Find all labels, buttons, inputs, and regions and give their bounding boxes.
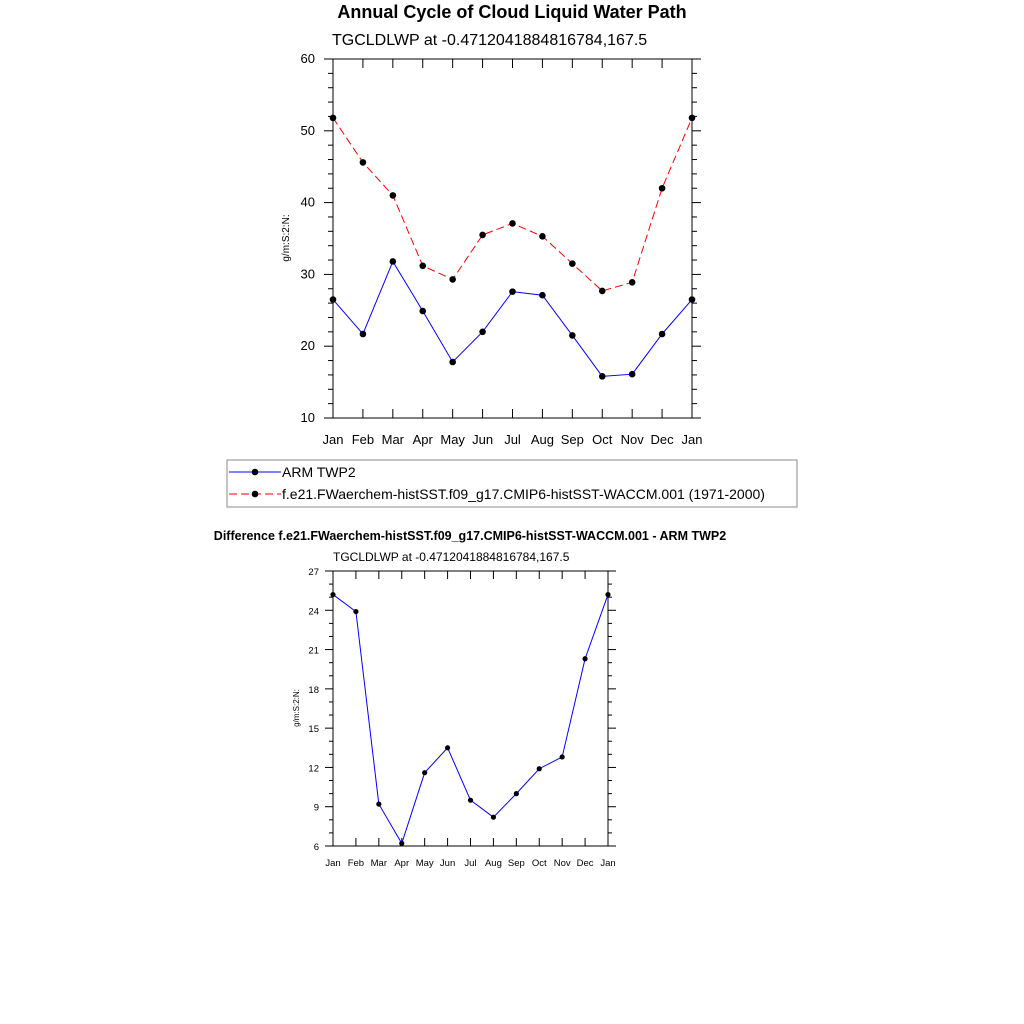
top-y-tick-label: 50	[300, 122, 315, 138]
bottom-series-0-point	[491, 815, 496, 820]
top-series-1-point	[599, 288, 606, 295]
top-x-tick-label: Feb	[351, 432, 375, 447]
top-x-tick-label: Jun	[472, 432, 494, 447]
top-series-1-point	[360, 159, 367, 166]
top-series-0-line	[333, 261, 692, 376]
legend	[227, 460, 797, 507]
top-series-1-point	[479, 232, 486, 239]
legend-label-arm: ARM TWP2	[282, 464, 356, 480]
bottom-x-tick-label: Jun	[439, 858, 456, 869]
bottom-x-tick-label: Jan	[325, 858, 341, 869]
top-series-0-point	[689, 296, 696, 303]
bottom-y-tick-label: 9	[313, 802, 319, 814]
top-chart-subtitle: TGCLDLWP at -0.4712041884816784,167.5	[332, 32, 648, 49]
bottom-series-0-point	[560, 754, 565, 759]
top-series-1-point	[419, 262, 426, 269]
bottom-x-tick-label: Jan	[600, 858, 616, 869]
top-x-tick-label: May	[440, 432, 465, 447]
bottom-series-0-point	[422, 770, 427, 775]
bottom-y-tick-label: 12	[308, 763, 319, 775]
top-series-0-point	[360, 331, 367, 338]
top-x-tick-label: Apr	[412, 432, 433, 447]
bottom-y-tick-label: 6	[313, 842, 319, 853]
top-series-0-point	[419, 308, 426, 315]
top-y-tick-label: 60	[300, 51, 315, 66]
bottom-x-tick-label: Feb	[347, 858, 365, 869]
bottom-plot-area	[308, 567, 616, 869]
top-y-tick-label: 20	[300, 338, 315, 354]
top-x-tick-label: Sep	[560, 432, 584, 447]
top-series-0-point	[509, 288, 516, 295]
bottom-series-0-point	[605, 592, 610, 597]
bottom-x-tick-label: Nov	[553, 858, 571, 869]
top-x-tick-label: Jul	[504, 432, 521, 447]
top-x-tick-label: Aug	[530, 432, 554, 447]
top-series-0-point	[479, 329, 486, 336]
bottom-series-0-point	[353, 609, 358, 614]
bottom-chart-title: Difference f.e21.FWaerchem-histSST.f09_g17.CMIP6-histSST-WACCM.001 - ARM TWP2	[213, 529, 727, 543]
bottom-series-0-point	[330, 592, 335, 597]
bottom-series-0-point	[582, 656, 587, 661]
bottom-y-tick-label: 18	[308, 684, 319, 696]
top-series-1-point	[390, 192, 397, 199]
top-series-1-point	[629, 279, 636, 286]
top-series-1-point	[330, 115, 337, 122]
bottom-series-0-point	[514, 791, 519, 796]
bottom-series-0-point	[399, 841, 404, 846]
top-series-1-line	[333, 118, 692, 291]
top-y-tick-label: 10	[300, 410, 315, 425]
top-series-0-point	[629, 371, 636, 378]
top-series-0-point	[569, 332, 576, 339]
top-y-tick-label: 40	[300, 194, 315, 210]
bottom-series-0-point	[445, 745, 450, 750]
top-x-tick-label: Oct	[592, 432, 613, 447]
bottom-y-tick-label: 24	[308, 606, 319, 618]
top-series-0-point	[539, 292, 546, 299]
top-chart-title: Annual Cycle of Cloud Liquid Water Path	[337, 2, 687, 22]
top-x-tick-label: Dec	[650, 432, 674, 447]
bottom-series-0-point	[468, 798, 473, 803]
top-series-1-point	[689, 115, 696, 122]
top-frame	[333, 59, 692, 418]
bottom-series-0-point	[376, 801, 381, 806]
bottom-chart-subtitle: TGCLDLWP at -0.4712041884816784,167.5	[333, 550, 570, 564]
top-y-tick-label: 30	[300, 266, 315, 282]
top-series-0-point	[659, 331, 666, 338]
top-plot-area	[301, 51, 703, 447]
bottom-x-tick-label: Sep	[507, 858, 525, 869]
top-x-tick-label: Jan	[322, 432, 344, 447]
bottom-series-0-line	[333, 595, 608, 844]
bottom-x-tick-label: Oct	[531, 858, 547, 869]
bottom-x-tick-label: Mar	[370, 858, 388, 869]
bottom-x-tick-label: Aug	[484, 858, 502, 869]
bottom-y-tick-label: 27	[308, 567, 319, 578]
top-series-0-point	[599, 373, 606, 380]
top-series-1-point	[659, 185, 666, 192]
top-series-0-point	[390, 258, 397, 265]
top-series-0-point	[330, 296, 337, 303]
bottom-y-tick-label: 21	[308, 645, 319, 657]
top-series-1-point	[539, 233, 546, 240]
top-series-1-point	[569, 260, 576, 267]
bottom-chart-ylabel: g/m:S:2:N:	[292, 689, 301, 727]
bottom-x-tick-label: Jul	[464, 858, 477, 869]
top-series-1-point	[509, 220, 516, 227]
top-series-1-point	[449, 276, 456, 283]
bottom-y-tick-label: 15	[308, 724, 319, 736]
legend-label-model: f.e21.FWaerchem-histSST.f09_g17.CMIP6-histSST-WACCM.001 (1971-2000)	[282, 486, 765, 502]
bottom-x-tick-label: Dec	[576, 858, 594, 869]
legend-marker-model	[252, 491, 259, 498]
bottom-x-tick-label: May	[415, 858, 434, 869]
top-x-tick-label: Nov	[620, 432, 644, 447]
bottom-series-0-point	[537, 766, 542, 771]
top-x-tick-label: Mar	[381, 432, 405, 447]
top-chart-ylabel: g/m:S:2:N:	[281, 214, 292, 262]
bottom-frame	[333, 571, 608, 846]
top-x-tick-label: Jan	[681, 432, 703, 447]
top-series-0-point	[449, 359, 456, 366]
bottom-x-tick-label: Apr	[394, 858, 410, 869]
legend-marker-arm	[252, 469, 259, 476]
